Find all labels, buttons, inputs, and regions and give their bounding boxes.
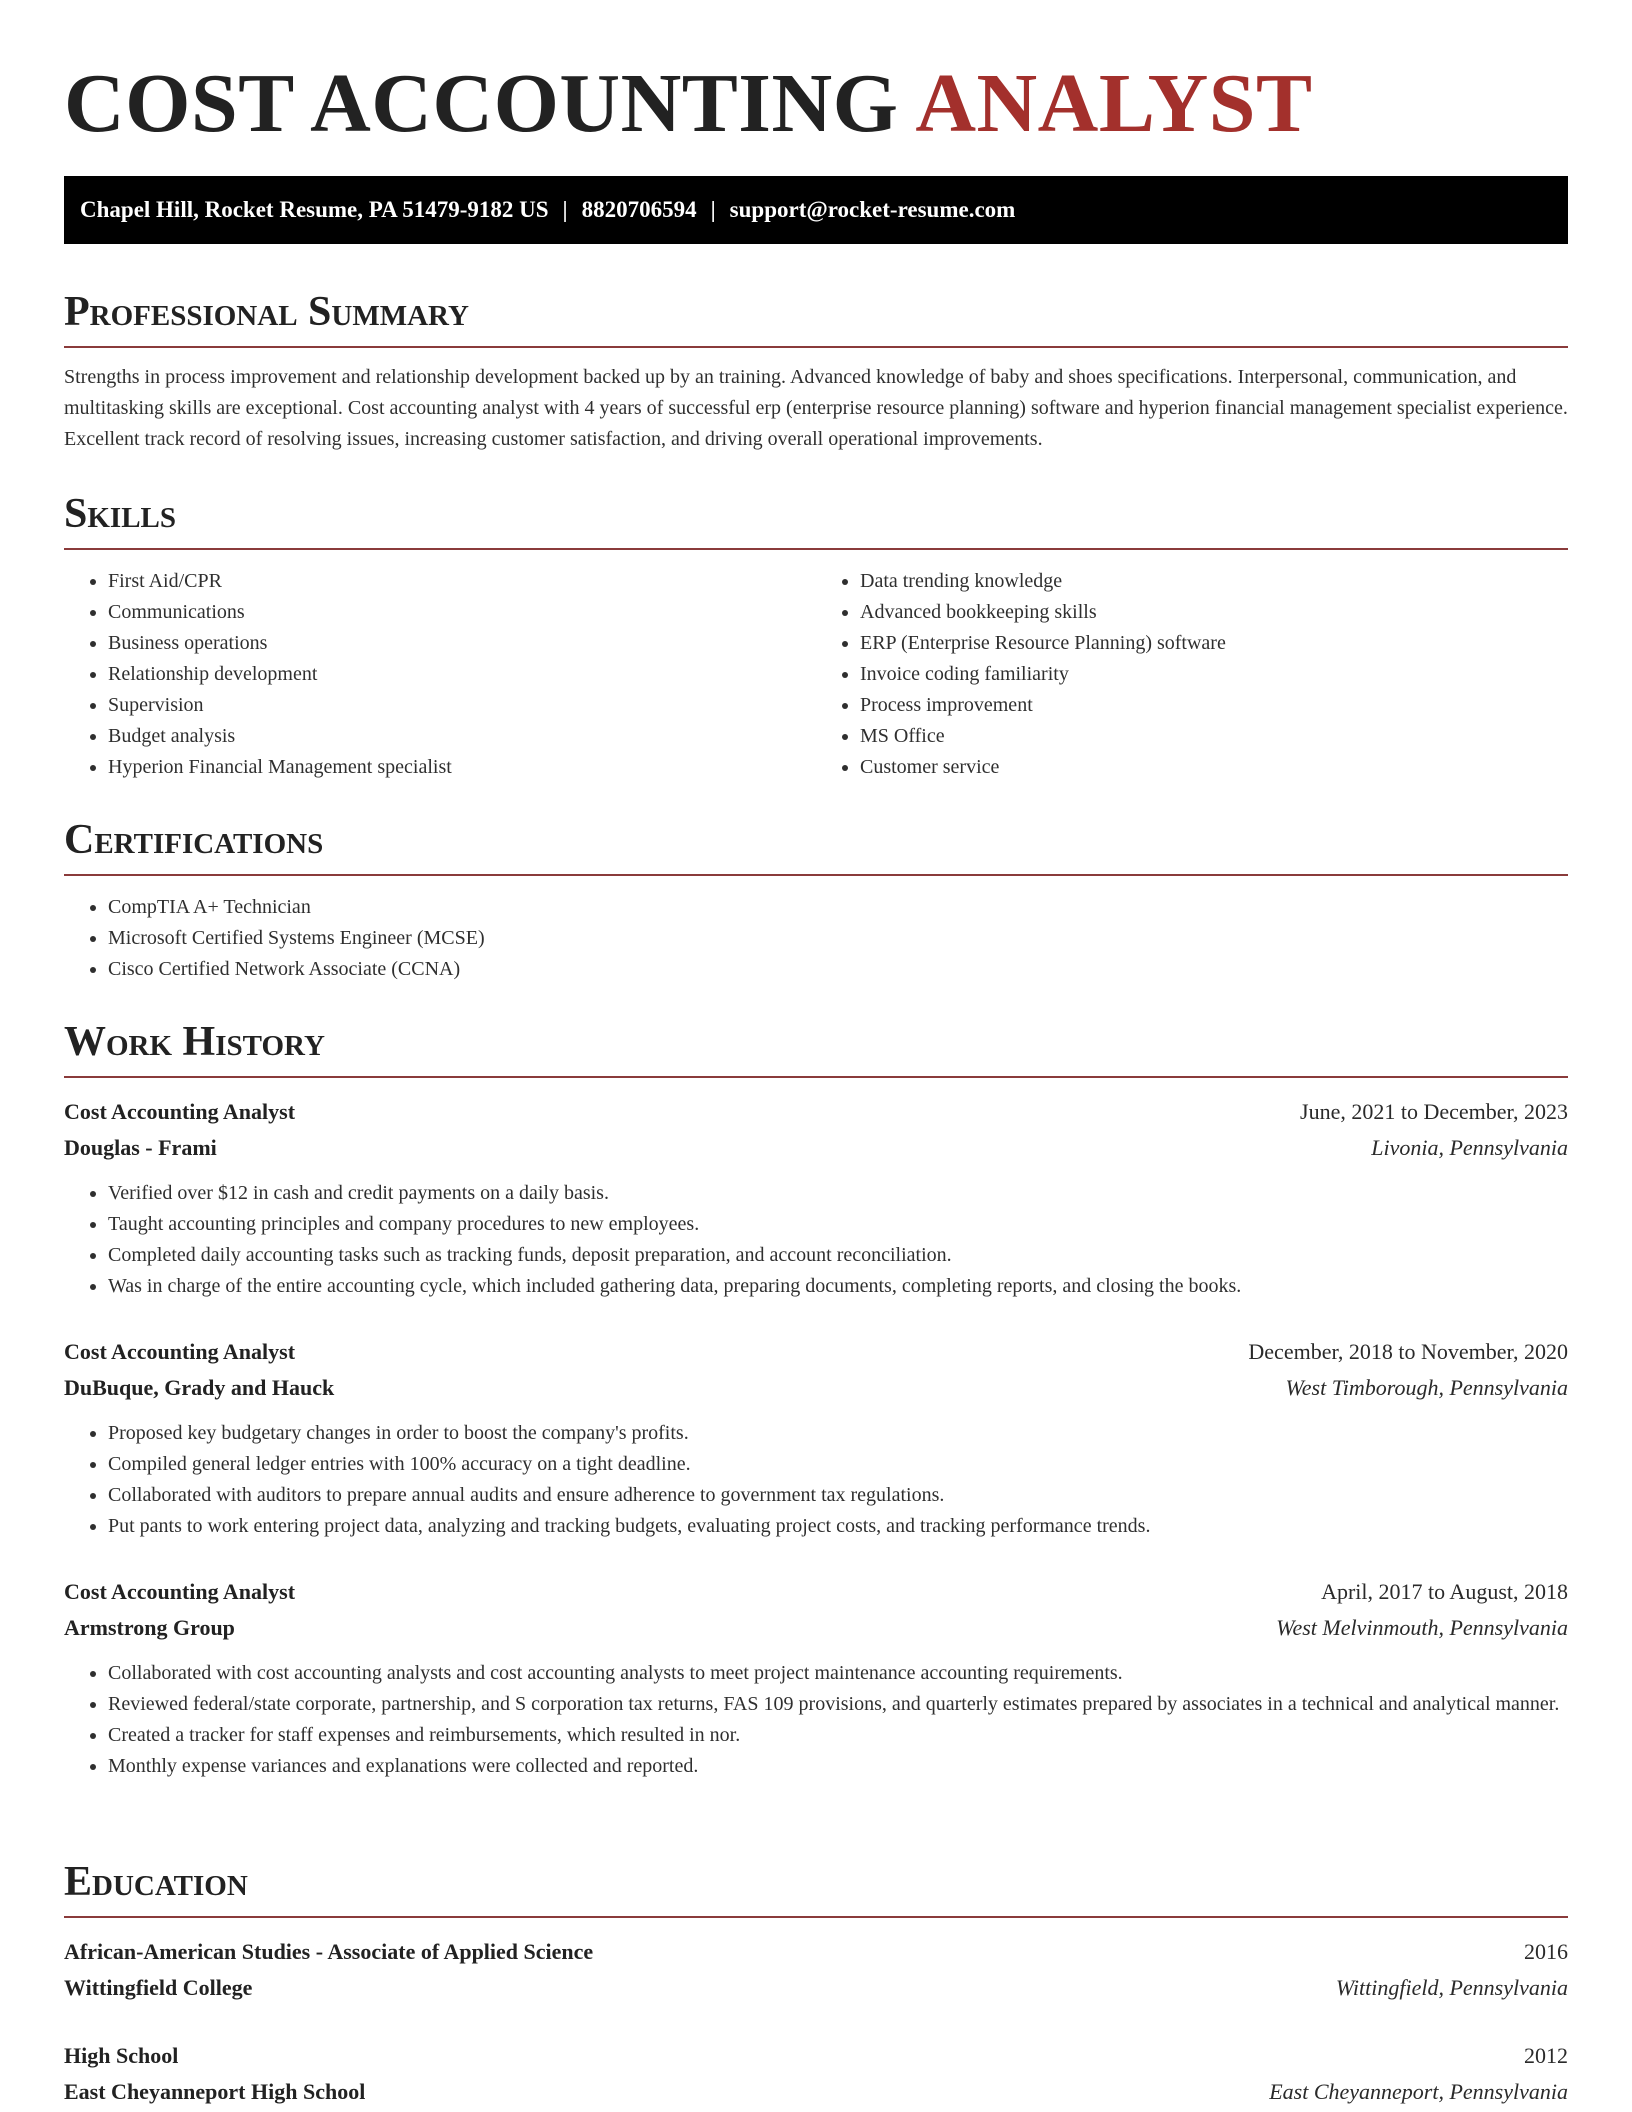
education-location: Wittingfield, Pennsylvania: [1335, 1975, 1568, 2000]
education-school-row: [64, 2074, 1568, 2110]
section-divider: [64, 548, 1568, 550]
job-bullet: • Monthly expense variances and explanations were collected and reported.: [108, 1751, 1568, 1782]
job-location: West Timborough, Pennsylvania: [1285, 1375, 1568, 1400]
job-entry: [64, 1094, 1568, 1302]
job-company: DuBuque, Grady and Hauck: [64, 1375, 335, 1400]
job-entry: [64, 1334, 1568, 1542]
job-bullet: • Proposed key budgetary changes in order to boost the company's profits.: [108, 1418, 1568, 1449]
contact-separator: |: [710, 197, 716, 222]
job-header-row: [64, 1334, 1568, 1370]
section-divider: [64, 874, 1568, 876]
job-location: Livonia, Pennsylvania: [1371, 1135, 1568, 1160]
education-year: 2012: [1524, 2043, 1568, 2068]
job-location: West Melvinmouth, Pennsylvania: [1276, 1615, 1568, 1640]
skills-columns: [64, 566, 1568, 783]
contact-address: Chapel Hill, Rocket Resume, PA 51479-9182 US: [80, 197, 549, 222]
skill-item: • First Aid/CPR: [108, 566, 816, 597]
job-bullet: • Verified over $12 in cash and credit payments on a daily basis.: [108, 1178, 1568, 1209]
skill-item: • Process improvement: [860, 690, 1568, 721]
contact-email: support@rocket-resume.com: [729, 197, 1016, 222]
certification-item: • Cisco Certified Network Associate (CCNA): [108, 954, 1568, 985]
certification-item: • Microsoft Certified Systems Engineer (MCSE): [108, 923, 1568, 954]
job-bullet: • Was in charge of the entire accounting cycle, which included gathering data, preparing documents, completing reports, and closing the books.: [108, 1271, 1568, 1302]
work-history-section: [64, 1018, 1568, 1782]
professional-summary-section: [64, 288, 1568, 455]
skill-item: • Budget analysis: [108, 721, 816, 752]
job-bullet: • Reviewed federal/state corporate, partnership, and S corporation tax returns, FAS 109 provisions, and quarterly estimates prepared by associates in a technical and analytical manner.: [108, 1689, 1568, 1720]
job-bullet: • Collaborated with auditors to prepare annual audits and ensure adherence to government tax regulations.: [108, 1480, 1568, 1511]
job-bullets: [64, 1418, 1568, 1542]
skill-item: • Relationship development: [108, 659, 816, 690]
section-title-certifications: Certifications: [64, 817, 324, 863]
education-entry: [64, 1934, 1568, 2006]
education-school: Wittingfield College: [64, 1975, 253, 2000]
education-school: East Cheyanneport High School: [64, 2079, 366, 2104]
education-degree-row: [64, 2038, 1568, 2074]
contact-phone: 8820706594: [581, 197, 697, 222]
section-title-skills: Skills: [64, 491, 177, 537]
job-header-row: [64, 1094, 1568, 1130]
skills-list-right: [816, 566, 1568, 783]
skill-item: • Data trending knowledge: [860, 566, 1568, 597]
skill-item: • Supervision: [108, 690, 816, 721]
education-section: [64, 1858, 1568, 2110]
job-bullet: • Created a tracker for staff expenses and reimbursements, which resulted in nor.: [108, 1720, 1568, 1751]
resume-page: [64, 0, 1568, 2104]
certification-item: • CompTIA A+ Technician: [108, 892, 1568, 923]
skill-item: • Invoice coding familiarity: [860, 659, 1568, 690]
contact-separator: |: [562, 197, 568, 222]
job-company-row: [64, 1370, 1568, 1406]
job-company-row: [64, 1610, 1568, 1646]
education-location: East Cheyanneport, Pennsylvania: [1269, 2079, 1568, 2104]
skill-item: • Advanced bookkeeping skills: [860, 597, 1568, 628]
education-degree-row: [64, 1934, 1568, 1970]
job-company-row: [64, 1130, 1568, 1166]
skill-item: • Hyperion Financial Management specialist: [108, 752, 816, 783]
section-divider: [64, 1076, 1568, 1078]
job-bullets: [64, 1178, 1568, 1302]
job-bullets: [64, 1658, 1568, 1782]
section-title-summary: Professional Summary: [64, 289, 469, 335]
job-dates: April, 2017 to August, 2018: [1321, 1579, 1568, 1604]
job-company: Armstrong Group: [64, 1615, 235, 1640]
job-title: Cost Accounting Analyst: [64, 1099, 296, 1124]
job-entry: [64, 1574, 1568, 1782]
education-degree: African-American Studies - Associate of Applied Science: [64, 1939, 594, 1964]
certifications-section: [64, 816, 1568, 985]
job-dates: December, 2018 to November, 2020: [1248, 1339, 1568, 1364]
name-last: ANALYST: [915, 57, 1313, 150]
job-bullet: • Compiled general ledger entries with 100% accuracy on a tight deadline.: [108, 1449, 1568, 1480]
education-entry: [64, 2038, 1568, 2110]
job-bullet: • Taught accounting principles and company procedures to new employees.: [108, 1209, 1568, 1240]
job-title: Cost Accounting Analyst: [64, 1579, 296, 1604]
section-divider: [64, 346, 1568, 348]
section-divider: [64, 1916, 1568, 1918]
job-title: Cost Accounting Analyst: [64, 1339, 296, 1364]
section-title-work-history: Work History: [64, 1019, 325, 1065]
name-first: COST ACCOUNTING: [64, 57, 899, 150]
job-header-row: [64, 1574, 1568, 1610]
education-year: 2016: [1524, 1939, 1568, 1964]
education-school-row: [64, 1970, 1568, 2006]
skill-item: • Communications: [108, 597, 816, 628]
job-dates: June, 2021 to December, 2023: [1300, 1099, 1568, 1124]
resume-name: [64, 0, 1568, 158]
job-bullet: • Put pants to work entering project data, analyzing and tracking budgets, evaluating project costs, and tracking performance trends.: [108, 1511, 1568, 1542]
skills-section: [64, 490, 1568, 783]
job-bullet: • Completed daily accounting tasks such as tracking funds, deposit preparation, and account reconciliation.: [108, 1240, 1568, 1271]
skill-item: • Business operations: [108, 628, 816, 659]
skills-list-left: [64, 566, 816, 783]
job-bullet: • Collaborated with cost accounting analysts and cost accounting analysts to meet project maintenance accounting requirements.: [108, 1658, 1568, 1689]
skill-item: • Customer service: [860, 752, 1568, 783]
education-degree: High School: [64, 2043, 179, 2068]
certifications-list: [64, 892, 1568, 985]
skill-item: • MS Office: [860, 721, 1568, 752]
contact-bar: [64, 176, 1568, 244]
section-title-education: Education: [64, 1859, 248, 1905]
summary-text: Strengths in process improvement and relationship development backed up by an training. Advanced knowledge of baby and shoes specifications. Interpersonal, communication, and multitasking skills are exceptional. Cost accounting analyst with 4 years of successful erp (enterprise resource planning) software and hyperion financial management specialist experience. Excellent track record of resolving issues, increasing customer satisfaction, and driving overall operational improvements.: [64, 366, 1568, 450]
skill-item: • ERP (Enterprise Resource Planning) software: [860, 628, 1568, 659]
job-company: Douglas - Frami: [64, 1135, 217, 1160]
